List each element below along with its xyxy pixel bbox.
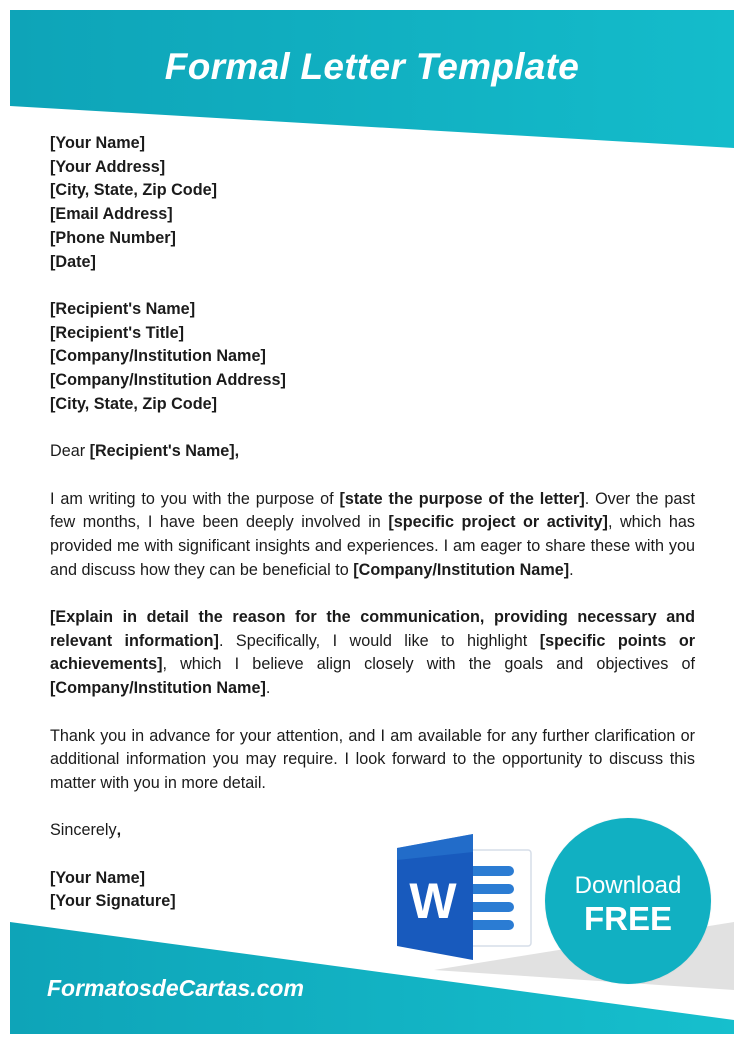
paragraph-2: [Explain in detail the reason for the communication, providing necessary and relevant information]. Specifically, I would like to highlight [specific points or achievements], which I believe align closely with the goals and objectives of [Company/Institution Name]. — [50, 608, 696, 698]
paragraph-3: Thank you in advance for your attention, and I am available for any further clarification or additional information you may require. I look forward to the opportunity to discuss this matter with you in more detail. — [50, 726, 695, 792]
recipient-line: [Company/Institution Name] — [50, 347, 266, 366]
sender-line: [Phone Number] — [50, 228, 176, 247]
sender-line: [Date] — [50, 252, 96, 271]
signature-line: [Your Signature] — [50, 892, 176, 911]
recipient-line: [City, State, Zip Code] — [50, 394, 217, 413]
letter-body — [50, 132, 695, 914]
letter-page — [10, 10, 734, 1034]
download-button[interactable] — [545, 818, 711, 984]
recipient-line: [Recipient's Title] — [50, 323, 184, 342]
signature-line: [Your Name] — [50, 868, 146, 887]
closing: Sincerely, — [50, 821, 122, 840]
word-icon[interactable] — [395, 832, 535, 962]
sender-line: [Your Name] — [50, 134, 146, 152]
sender-line: [Email Address] — [50, 205, 173, 224]
free-label: FREE — [583, 900, 672, 937]
sender-line: [City, State, Zip Code] — [50, 181, 217, 200]
page-title: Formal Letter Template — [164, 46, 580, 87]
word-icon-letter: W — [409, 873, 457, 929]
sender-block — [50, 132, 695, 274]
salutation: Dear [Recipient's Name], — [50, 442, 240, 461]
recipient-line: [Company/Institution Address] — [50, 371, 286, 390]
recipient-line: [Recipient's Name] — [50, 299, 196, 318]
paragraph-1: I am writing to you with the purpose of [state the purpose of the letter]. Over the past few months, I have been deeply involved in [specific project or activity], which has provided me with significant insights and experiences. I am eager to share these with you and discuss how they can be beneficial to [Company/Institution Name]. — [50, 489, 696, 579]
footer-site-link[interactable]: FormatosdeCartas.com — [47, 975, 304, 1001]
sender-line: [Your Address] — [50, 157, 166, 176]
download-label: Download — [574, 872, 682, 899]
recipient-block — [50, 298, 695, 417]
